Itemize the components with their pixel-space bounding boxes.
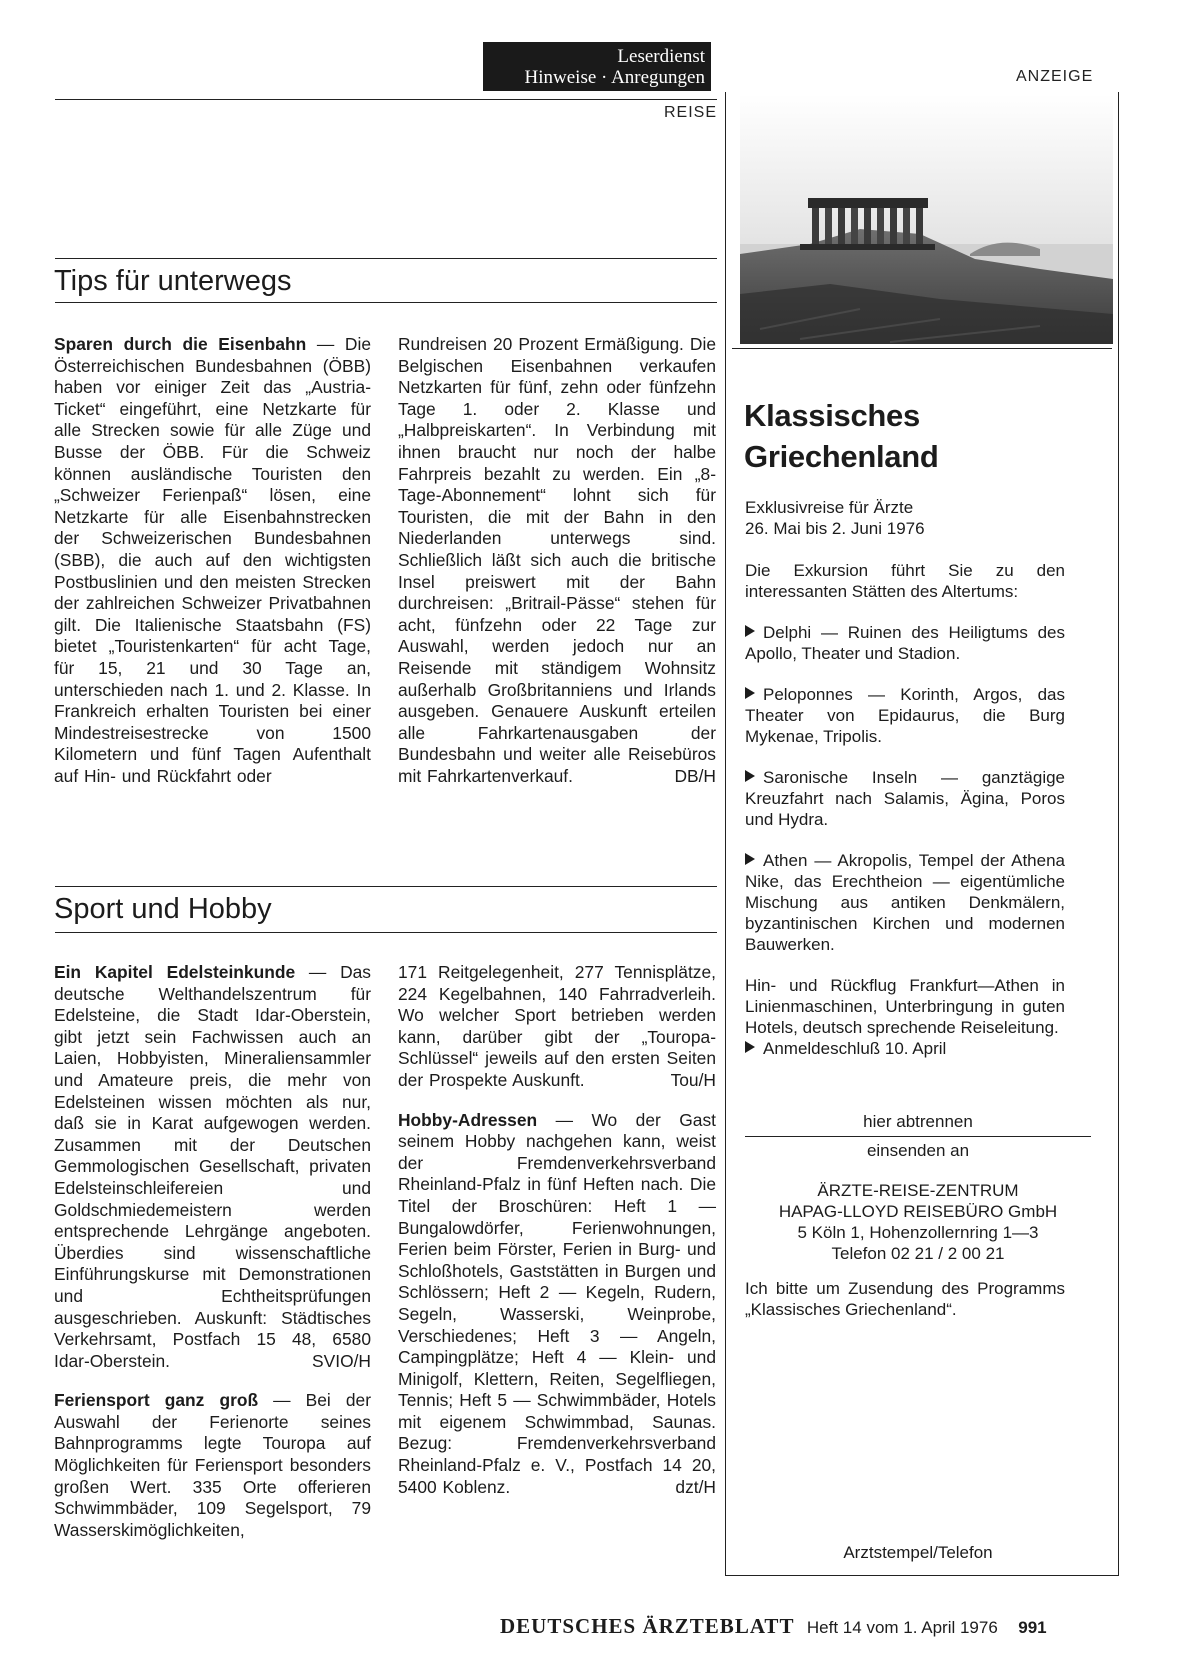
triangle-bullet-icon <box>745 853 755 865</box>
sport-rule-top <box>55 886 717 887</box>
sport-article-gems <box>54 962 371 1372</box>
tips-continued-text: Rundreisen 20 Prozent Ermäßigung. Die Belgischen Eisenbahnen verkaufen Netzkarten für fünf, zehn oder fünfzehn Tage 1. oder 2. Klasse und „Halbpreiskarten“. In Verbindung mit ihnen braucht nur noch der halbe Fahrpreis bezahlt zu werden. Ein „8-Tage-Abonnement“ lohnt sich für Touristen, die mit der Bahn in den Niederlanden unterwegs sind. Schließlich läßt sich auch die britische Insel preiswert mit der Bahn durchreisen: „Britrail-Pässe“ stehen für acht, fünfzehn oder 22 Tage zur Auswahl, werden jedoch nur an Reisende mit ständigem Wohnsitz außerhalb Großbritanniens und Irlands ausgeben. Genauere Auskunft erteilen alle Fahrkartenausgaben der Bundesbahn und weiter alle Reisebüros mit Fahrkartenverkauf. <box>398 334 716 786</box>
touropa-signature: Tou/H <box>670 1069 716 1090</box>
ad-intro: Die Exkursion führt Sie zu den interessanten Stätten des Altertums: <box>745 561 1065 601</box>
sport-article-hobby <box>398 1110 716 1499</box>
ad-request: Ich bitte um Zusendung des Programms „Klassisches Griechenland“. <box>745 1279 1065 1319</box>
touropa-lead: Feriensport ganz groß <box>54 1390 259 1411</box>
triangle-bullet-icon <box>745 1041 755 1053</box>
ad-border-left <box>725 92 726 1576</box>
itinerary-item: Athen — Akropolis, Tempel der Athena Nike, das Erechtheion — eigentümliche Mischung aus antiken Denkmälern, byzantinischen Kirchen und modernen Bauwerken. <box>745 851 1065 954</box>
tips-article-rail <box>54 334 371 787</box>
ad-border-right <box>1118 92 1119 1576</box>
ad-subtitle-line-2: 26. Mai bis 2. Juni 1976 <box>745 519 925 538</box>
hobby-signature: dzt/H <box>675 1476 716 1497</box>
badge-line-2: Hinweise · Anregungen <box>524 67 705 88</box>
section-label: REISE <box>663 104 717 121</box>
address-line: 5 Köln 1, Hohenzollernring 1—3 <box>797 1223 1039 1242</box>
journal-name: DEUTSCHES ÄRZTEBLATT <box>500 1614 795 1638</box>
gems-signature: SVIO/H <box>312 1350 371 1371</box>
tips-column-1 <box>54 334 371 787</box>
triangle-bullet-icon <box>745 687 755 699</box>
tips-column-2 <box>398 334 716 787</box>
ad-flight-info: Hin- und Rückflug Frankfurt—Athen in Linienmaschinen, Unterbringung in guten Hotels, deutsch sprechende Reiseleitung. <box>745 976 1065 1037</box>
send-label: einsenden an <box>866 1141 970 1160</box>
touropa-continued-text: 171 Reitgelegenheit, 277 Tennisplätze, 224 Kegelbahnen, 140 Fahrradverleih. Wo welcher Sport betrieben werden kann, darüber gibt der „Touropa-Schlüssel“ jeweils auf den ersten Seiten der Prospekte Auskunft. <box>398 962 716 1090</box>
ad-title-line-2: Griechenland <box>744 439 939 474</box>
sport-rule-bottom <box>55 932 717 933</box>
tips-article-continued <box>398 334 716 787</box>
tips-rule-top <box>55 258 717 259</box>
ad-itinerary <box>745 622 1065 955</box>
ad-title <box>744 395 939 477</box>
leserdienst-badge <box>483 42 711 91</box>
cut-label: hier abtrennen <box>863 1112 973 1131</box>
ad-border-bottom <box>726 1575 1119 1576</box>
address-line: Telefon 02 21 / 2 00 21 <box>831 1244 1005 1263</box>
address-line: HAPAG-LLOYD REISEBÜRO GmbH <box>778 1202 1058 1221</box>
ad-address <box>745 1180 1091 1264</box>
badge-line-1: Leserdienst <box>617 46 705 67</box>
sport-column-1 <box>54 962 371 1541</box>
ad-title-line-1: Klassisches <box>744 398 920 433</box>
ad-body <box>745 560 1065 1059</box>
triangle-bullet-icon <box>745 770 755 782</box>
ad-deadline: Anmeldeschluß 10. April <box>745 1038 1065 1059</box>
triangle-bullet-icon <box>745 625 755 637</box>
stamp-label: Arztstempel/Telefon <box>843 1543 993 1562</box>
sport-column-2 <box>398 962 716 1498</box>
ad-label: ANZEIGE <box>1016 68 1094 85</box>
hobby-lead: Hobby-Adressen <box>398 1109 538 1130</box>
tips-rule-bottom <box>55 302 717 303</box>
sport-heading: Sport und Hobby <box>54 893 272 925</box>
issue-info: Heft 14 vom 1. April 1976 <box>806 1618 998 1637</box>
photo-rule <box>732 348 1112 349</box>
page-number: 991 <box>1018 1618 1047 1637</box>
ad-subtitle-line-1: Exklusivreise für Ärzte <box>745 498 914 517</box>
itinerary-item: Saronische Inseln — ganztägige Kreuzfahrt nach Salamis, Ägina, Poros und Hydra. <box>745 768 1065 829</box>
touropa-text: — Bei der Auswahl der Ferienorte seines Bahnprogramms legte Touropa auf Möglichkeiten für Feriensport besonders großen Wert. 335 Orte offerieren Schwimmbäder, 109 Segelsport, 79 Wasserskimöglichkeiten, <box>54 1390 371 1540</box>
ad-subtitle <box>745 497 1085 539</box>
itinerary-item: Delphi — Ruinen des Heiligtums des Apollo, Theater und Stadion. <box>745 623 1065 663</box>
sport-article-touropa-continued <box>398 962 716 1092</box>
tips-signature: DB/H <box>674 765 716 786</box>
gems-text: — Das deutsche Welthandelszentrum für Edelsteine, die Stadt Idar-Oberstein, gibt jetzt sein Fachwissen auch an Laien, Hobbyisten, Mineraliensammler und Amateure preis, die mehr von Edelsteinen wissen möchten als nur, daß sie in Karat aufgewogen werden. Zusammen mit der Deutschen Gemmologischen Gesellschaft, privaten Edelsteinschleifereien und Goldschmiedemeistern werden entsprechende Lehrgänge angeboten. Überdies sind wissenschaftliche Einführungskurse mit Demonstrationen und Echtheitsprüfungen ausgeschrieben. Auskunft: Städtisches Verkehrsamt, Postfach 15 48, 6580 Idar-Oberstein. <box>54 962 371 1371</box>
tips-heading: Tips für unterwegs <box>54 265 292 297</box>
hobby-text: — Wo der Gast seinem Hobby nachgehen kann, weist der Fremdenverkehrsverband Rheinland-Pfalz in fünf Heften nach. Die Titel der Broschüren: Heft 1 — Bungalowdörfer, Ferienwohnungen, Ferien beim Förster, Ferien in Burg- und Schloßhotels, Gaststätten in Burgen und Schlössern; Heft 2 — Kegeln, Rudern, Segeln, Wasserski, Weinprobe, Verschiedenes; Heft 3 — Angeln, Campingplätze; Heft 4 — Klein- und Minigolf, Klettern, Reiten, Segelfliegen, Tennis; Heft 5 — Schwimmbäder, Hotels mit eigenem Schwimmbad, Saunas. Bezug: Fremdenverkehrsverband Rheinland-Pfalz e. V., Postfach 14 20, 5400 Koblenz. <box>398 1109 716 1497</box>
itinerary-item: Peloponnes — Korinth, Argos, das Theater von Epidaurus, die Burg Mykenae, Tripolis. <box>745 685 1065 746</box>
sport-article-touropa <box>54 1390 371 1541</box>
temple-photo-image <box>740 94 1113 344</box>
temple-photo <box>740 94 1113 344</box>
footer <box>500 1614 1047 1639</box>
gems-lead: Ein Kapitel Edelsteinkunde <box>54 962 296 982</box>
cut-line <box>745 1136 1091 1137</box>
header-rule <box>55 99 717 100</box>
tips-article-text: — Die Österreichischen Bundesbahnen (ÖBB) haben vor einiger Zeit das „Austria-Ticket“ eingeführt, eine Netzkarte für alle Strecken sowie für alle Züge und Busse der ÖBB. Für die Schweiz können ausländische Touristen den „Schweizer Ferienpaß“ lösen, eine Netzkarte für alle Eisenbahnstrecken der Schweizerischen Bundesbahnen (SBB), die auch auf den wichtigsten Postbuslinien und den meisten Strecken der zahlreichen Schweizer Privatbahnen gilt. Die Italienische Staatsbahn (FS) bietet „Touristenkarten“ für acht Tage, für 15, 21 und 30 Tage an, unterschieden nach 1. und 2. Klasse. In Frankreich erhalten Touristen bei einer Mindestreisestrecke von 1500 Kilometern und fünf Tagen Aufenthalt auf Hin- und Rückfahrt oder <box>54 334 371 786</box>
tips-article-lead: Sparen durch die Eisenbahn <box>54 334 307 354</box>
address-line: ÄRZTE-REISE-ZENTRUM <box>817 1181 1019 1200</box>
